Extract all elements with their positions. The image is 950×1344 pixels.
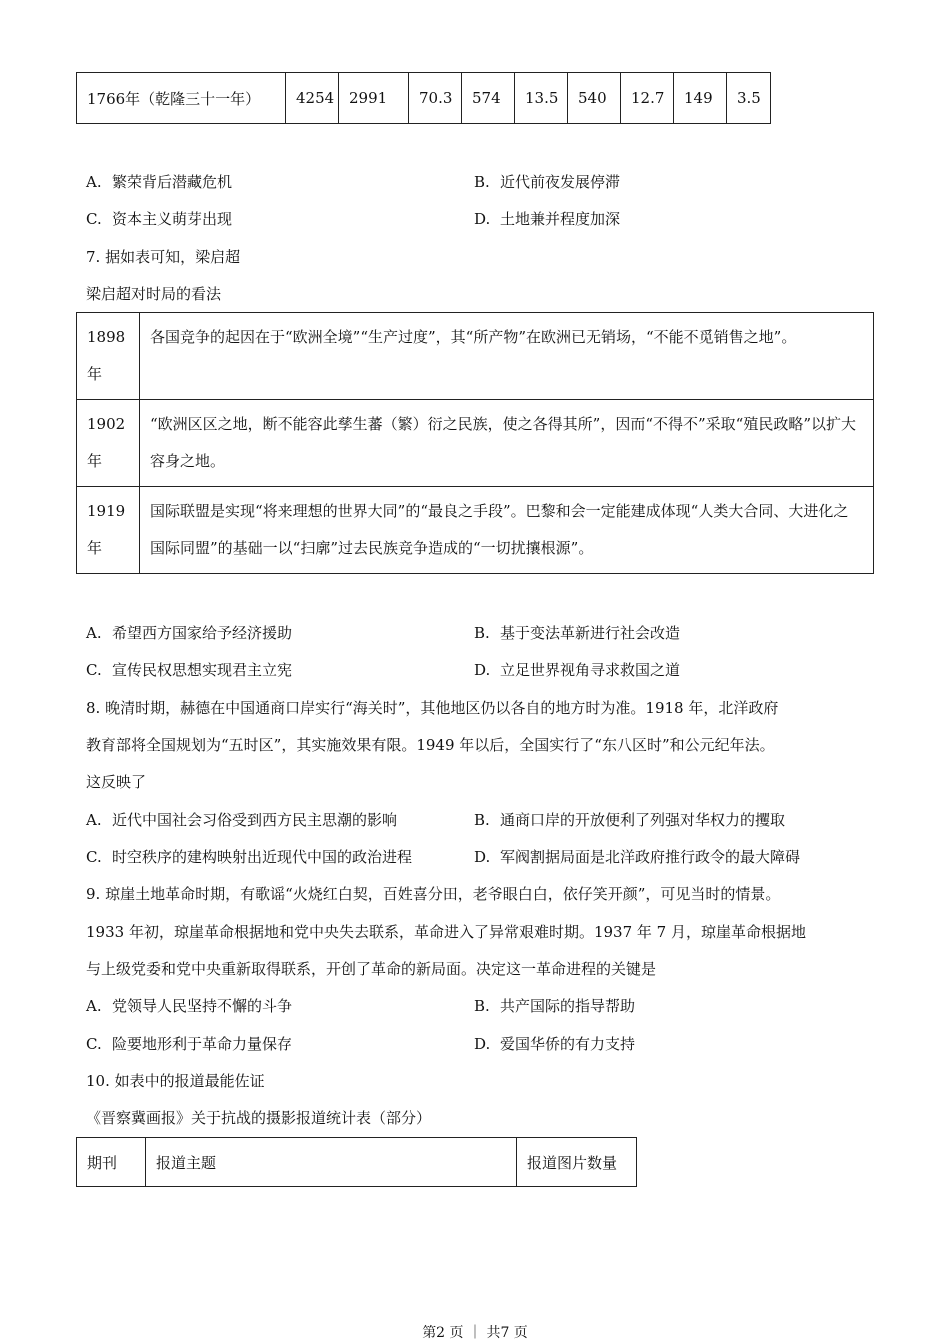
q9-option-b[interactable]: B. 共产国际的指导帮助 xyxy=(474,997,636,1015)
table-cell: 70.3 xyxy=(409,73,462,124)
population-table xyxy=(76,72,771,124)
q9-stem-line: 9. 琼崖土地革命时期，有歌谣“火烧红白契，百姓喜分田，老爷眼白白，依仔笑开颜”，可见当时的情景。 xyxy=(86,885,781,903)
q9-stem-line: 与上级党委和党中央重新取得联系，开创了革命的新局面。决定这一革命进程的关键是 xyxy=(86,960,657,978)
q7-table-caption: 梁启超对时局的看法 xyxy=(86,285,222,303)
view-cell: 国际联盟是实现“将来理想的世界大同”的“最良之手段”。巴黎和会一定能建成体现“人类大合同、大进化之国际同盟”的基础一以“扫廓”过去民族竞争造成的“一切扰攘根源”。 xyxy=(140,487,874,574)
table-cell: 4254 xyxy=(286,73,339,124)
table-header-cell: 报道主题 xyxy=(146,1138,517,1187)
q6-option-d[interactable]: D. 土地兼并程度加深 xyxy=(474,210,621,228)
q8-stem-line: 这反映了 xyxy=(86,773,147,791)
table-cell: 13.5 xyxy=(515,73,568,124)
table-row xyxy=(77,73,771,124)
view-cell: 各国竞争的起因在于“欧洲全境”“生产过度”，其“所产物”在欧洲已无销场，“不能不觅销售之地”。 xyxy=(140,313,874,400)
table-cell: 574 xyxy=(462,73,515,124)
table-cell: 540 xyxy=(568,73,621,124)
q7-option-b[interactable]: B. 基于变法革新进行社会改造 xyxy=(474,624,681,642)
q8-stem-line: 8. 晚清时期，赫德在中国通商口岸实行“海关时”，其他地区仍以各自的地方时为准。1918 年，北洋政府 xyxy=(86,699,779,717)
year-cell: 1902 年 xyxy=(77,400,140,487)
q7-option-c[interactable]: C. 宣传民权思想实现君主立宪 xyxy=(86,661,293,679)
q9-option-d[interactable]: D. 爱国华侨的有力支持 xyxy=(474,1035,636,1053)
photo-report-table xyxy=(76,1137,637,1187)
table-header-row xyxy=(77,1138,637,1187)
q9-stem-line: 1933 年初，琼崖革命根据地和党中央失去联系，革命进入了异常艰难时期。1937 年 7 月，琼崖革命根据地 xyxy=(86,923,806,941)
q8-option-c[interactable]: C. 时空秩序的建构映射出近现代中国的政治进程 xyxy=(86,848,413,866)
q7-stem: 7. 据如表可知，梁启超 xyxy=(86,248,241,266)
table-header-cell: 报道图片数量 xyxy=(517,1138,637,1187)
q6-option-c[interactable]: C. 资本主义萌芽出现 xyxy=(86,210,233,228)
q10-stem: 10. 如表中的报道最能佐证 xyxy=(86,1072,265,1090)
q8-option-d[interactable]: D. 军阀割据局面是北洋政府推行政令的最大障碍 xyxy=(474,848,801,866)
table-row xyxy=(77,487,874,574)
table-cell: 149 xyxy=(674,73,727,124)
view-cell: “欧洲区区之地，断不能容此孳生蕃（繁）衍之民族，使之各得其所”，因而“不得不”采取“殖民政略”以扩大容身之地。 xyxy=(140,400,874,487)
table-row xyxy=(77,400,874,487)
liang-qichao-table xyxy=(76,312,874,574)
table-cell: 12.7 xyxy=(621,73,674,124)
q10-table-caption: 《晋察冀画报》关于抗战的摄影报道统计表（部分） xyxy=(86,1109,432,1127)
q9-option-a[interactable]: A. 党领导人民坚持不懈的斗争 xyxy=(86,997,293,1015)
year-cell: 1919 年 xyxy=(77,487,140,574)
page-footer: 第2 页 ｜ 共7 页 xyxy=(422,1325,528,1341)
table-cell: 1766年（乾隆三十一年） xyxy=(77,73,286,124)
table-cell: 3.5 xyxy=(727,73,771,124)
table-row xyxy=(77,313,874,400)
q8-option-b[interactable]: B. 通商口岸的开放便利了列强对华权力的攫取 xyxy=(474,811,786,829)
table-header-cell: 期刊 xyxy=(77,1138,146,1187)
year-cell: 1898 年 xyxy=(77,313,140,400)
q6-option-a[interactable]: A. 繁荣背后潜藏危机 xyxy=(86,173,233,191)
q6-option-b[interactable]: B. 近代前夜发展停滞 xyxy=(474,173,621,191)
q7-option-d[interactable]: D. 立足世界视角寻求救国之道 xyxy=(474,661,681,679)
q8-stem-line: 教育部将全国规划为“五时区”，其实施效果有限。1949 年以后，全国实行了“东八区时”和公元纪年法。 xyxy=(86,736,775,754)
table-cell: 2991 xyxy=(339,73,409,124)
q9-option-c[interactable]: C. 险要地形利于革命力量保存 xyxy=(86,1035,293,1053)
q7-option-a[interactable]: A. 希望西方国家给予经济援助 xyxy=(86,624,293,642)
q8-option-a[interactable]: A. 近代中国社会习俗受到西方民主思潮的影响 xyxy=(86,811,398,829)
